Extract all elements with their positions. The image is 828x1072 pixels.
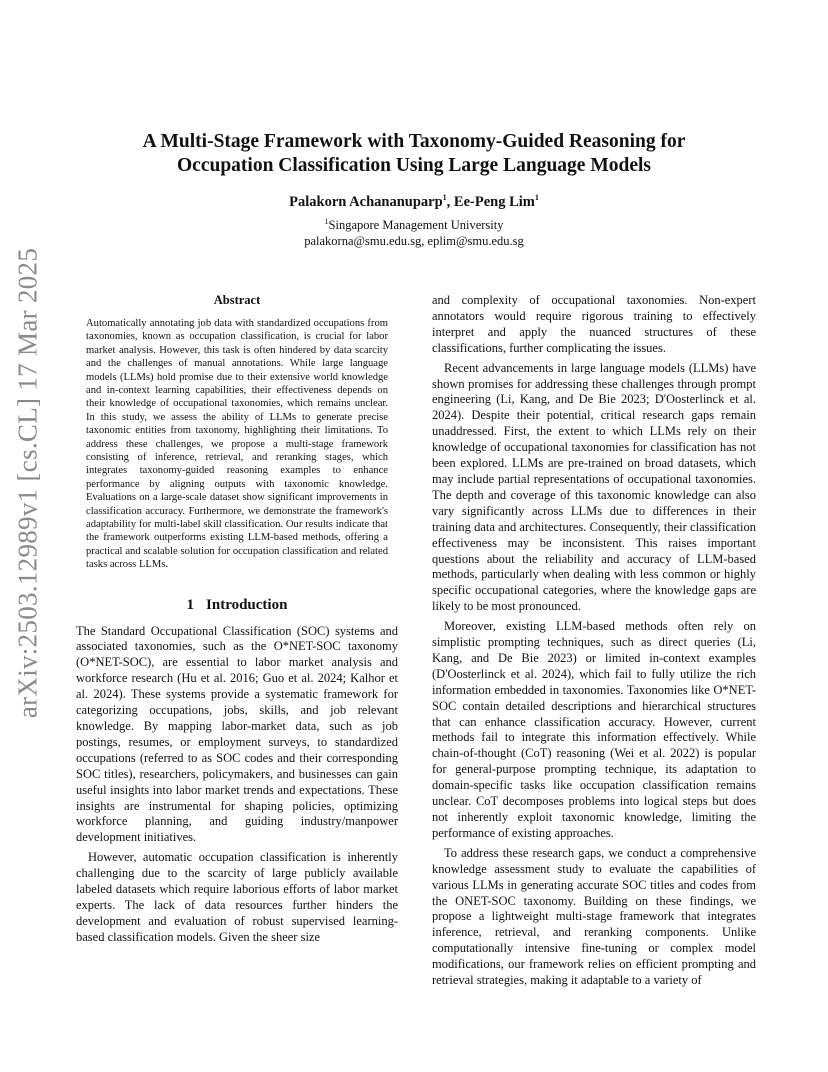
abstract-heading: Abstract	[213, 293, 261, 307]
title-line-1: A Multi-Stage Framework with Taxonomy-Guided Reasoning for	[142, 131, 686, 152]
body-paragraph: To address these research gaps, we conduct a comprehensive knowledge assessment study to evaluate the capabilities of various LLMs in generating accurate SOC titles and codes from the ONET-SOC taxonomy. Building on these findings, we propose a lightweight multi-stage framework that integrates inference, retrieval, and reranking components. Unlike computationally intensive fine-tuning or complex model modifications, our framework relies on efficient prompting and retrieval strategies, making it adaptable to a variety of	[432, 845, 756, 988]
affiliation-mark: 1	[324, 216, 329, 226]
affiliation-institution-line	[100, 217, 728, 233]
author-name: Ee-Peng Lim	[453, 194, 535, 210]
section-title: Introduction	[206, 596, 288, 613]
body-paragraph: Recent advancements in large language models (LLMs) have shown promises for addressing these challenges through prompt engineering (Li, Kang, and De Bie 2023; D'Oosterlinck et al. 2024). Despite their potential, critical research gaps remain unaddressed. First, the extent to which LLMs rely on their knowledge of occupational taxonomies for classification has not been explored. LLMs are pre-trained on broad datasets, which may include partial representations of occupational taxonomies. The depth and coverage of this taxonomic knowledge can also vary significantly across LLMs due to differences in their training data and architectures. Consequently, their classification effectiveness may be inconsistent. This raises important questions about the reliability and accuracy of LLM-based methods, particularly when dealing with less common or highly specific occupational categories, where the knowledge gaps are likely to be most pronounced.	[432, 360, 756, 614]
body-paragraph: The Standard Occupational Classification (SOC) systems and associated taxonomies, such as the O*NET-SOC taxonomy (O*NET-SOC), are essential to labor market analysis and workforce research (Hu et al. 2016; Guo et al. 2024; Kalhor et al. 2024). These systems provide a systematic framework for categorizing occupations, jobs, skills, and job relevant knowledge. By mapping labor-market data, such as job postings, resumes, or employment surveys, to standardized occupations (referred to as SOC codes and their corresponding SOC titles), researchers, policymakers, and businesses can gain useful insights into labor market trends and expectations. These insights are instrumental for shaping policies, optimizing workforce planning, and guiding industry/manpower development initiatives.	[76, 623, 398, 845]
affiliation-institution: Singapore Management University	[328, 218, 504, 232]
body-paragraph: However, automatic occupation classification is inherently challenging due to the scarcity of large publicly available labeled datasets which require laborious efforts of labor market experts. The lack of data resources further hinders the development and evaluation of robust supervised learning-based classification models. Given the sheer size	[76, 850, 398, 944]
abstract-text: Automatically annotating job data with standardized occupations from taxonomies, known as occupation classification, is crucial for labor market analysis. However, this task is often hindered by data scarcity and the challenges of manual annotations. While large language models (LLMs) hold promise due to their extensive world knowledge and in-context learning capabilities, their effectiveness depends on their knowledge of occupational taxonomies, which remains unclear. In this study, we assess the ability of LLMs to generate precise taxonomic entities from taxonomy, highlighting their limitations. To address these challenges, we propose a multi-stage framework consisting of inference, retrieval, and reranking stages, which integrates taxonomy-guided reasoning examples to enhance performance by aligning outputs with taxonomic knowledge. Evaluations on a large-scale dataset show significant improvements in classification accuracy. Furthermore, we demonstrate the framework's adaptability for multi-label skill classification. Our results indicate that the framework outperforms existing LLM-based methods, offering a practical and scalable solution for occupation classification and related tasks across LLMs.	[86, 317, 388, 571]
arxiv-identifier-text: arXiv:2503.12989v1 [cs.CL] 17 Mar 2025	[12, 247, 43, 718]
author-list	[100, 193, 728, 211]
body-paragraph: and complexity of occupational taxonomies. Non-expert annotators would require rigorous training to effectively interpret and apply the nuanced structures of these classifications, further complicating the issues.	[432, 293, 756, 355]
left-column	[76, 293, 398, 946]
section-number: 1	[186, 596, 195, 613]
author-emails[interactable]: palakorna@smu.edu.sg, eplim@smu.edu.sg	[304, 234, 524, 248]
title-line-2: Occupation Classification Using Large Language Models	[177, 155, 651, 176]
body-paragraph: Moreover, existing LLM-based methods often rely on simplistic prompting techniques, such as direct queries (Li, Kang, and De Bie 2023) or limited in-context examples (D'Oosterlinck et al. 2024), which fail to fully utilize the rich information embedded in taxonomies. Taxonomies like O*NET-SOC contain detailed descriptions and hierarchical structures that can enhance classification accuracy. However, current methods fail to integrate this information effectively. While chain-of-thought (CoT) reasoning (Wei et al. 2022) is popular for general-purpose prompting technique, its adaptation to domain-specific tasks like occupation classification remains unclear. CoT decomposes problems into logical steps but does not inherently exploit taxonomic knowledge, limiting the performance of existing approaches.	[432, 619, 756, 840]
section-heading-introduction	[76, 598, 398, 614]
affiliation-block	[100, 217, 728, 249]
author-name: Palakorn Achananuparp	[289, 194, 443, 210]
right-column	[432, 293, 756, 989]
paper-title	[100, 130, 728, 178]
author-affiliation-mark: 1	[442, 193, 447, 203]
arxiv-identifier[interactable]	[10, 247, 46, 718]
author-affiliation-mark: 1	[534, 193, 539, 203]
author-separator: ,	[446, 194, 454, 210]
